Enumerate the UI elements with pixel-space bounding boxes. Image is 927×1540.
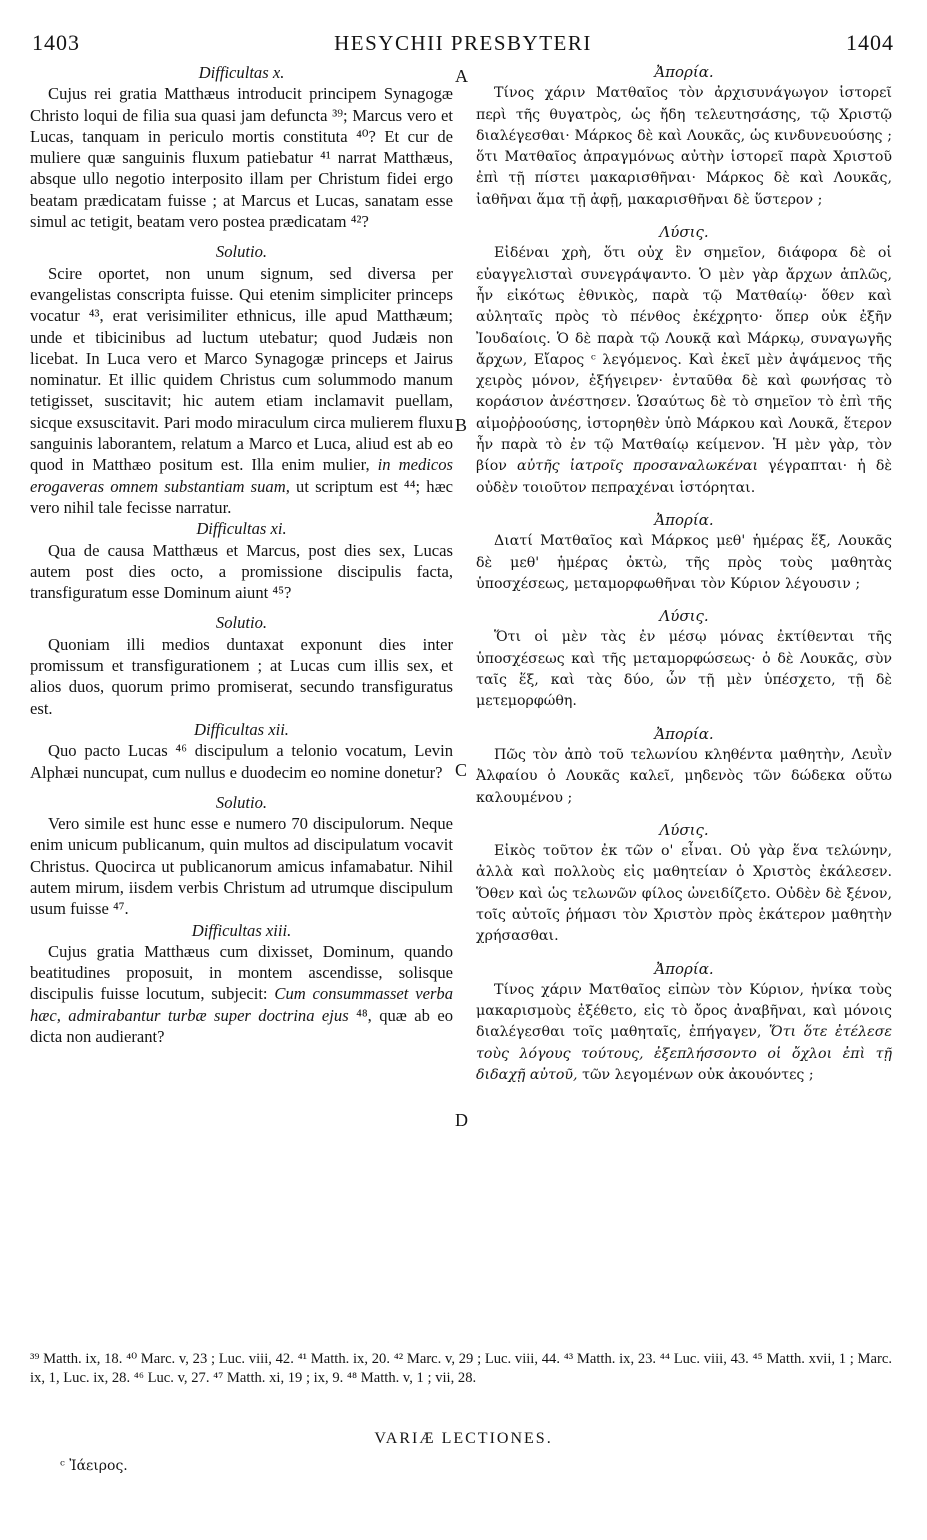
paragraph bbox=[30, 634, 453, 719]
paragraph bbox=[30, 740, 453, 783]
paragraph-text: Cujus gratia Matthæus cum dixisset, Dominum, quando beatitudines proposuit, in montem ascendisse, solisque discipulis fuisse locutum, subjecit: bbox=[30, 941, 453, 1004]
paragraph-text: Διατί Ματθαῖος καὶ Μάρκος μεθ' ἡμέρας ἕξ, Λουκᾶς δὲ μεθ' ἡμέρας ὀκτὼ, τῆς πρὸς τοὺς μαθητὰς ὑποσχέσεως, μεταμορφωθῆναι τὸν Κύριον λέγουσιν ; bbox=[476, 533, 892, 592]
column-marker-a: A bbox=[455, 66, 468, 86]
paragraph bbox=[30, 83, 453, 232]
right-page-number: 1404 bbox=[846, 30, 894, 55]
paragraph-text: Cujus rei gratia Matthæus introducit principem Synagogæ Christo loqui de filia sua quasi jam defuncta ³⁹; Marcus vero et Lucas, tanquam in periculo mortis constituta ⁴⁰? Et cur de muliere quæ sanguinis fluxum patiebatur ⁴¹ narrat Matthæus, absque ullo negotio interposito illam per Christum fidei ergo beatam prædicatam fuisse ; at Marcus et Lucas, sanatam esse simul ac tetigit, beatam vero postea prædicatam ⁴²? bbox=[30, 84, 453, 232]
paragraph-text-tail: γέγραπται· ἡ δὲ οὐδὲν τοιοῦτον πεπραχέναι ἱστόρηται. bbox=[476, 458, 892, 496]
paragraph-text: Qua de causa Matthæus et Marcus, post dies sex, Lucas autem post dies octo, a promissione discipulis facta, transfiguratum esse Dominum aiunt ⁴⁵? bbox=[30, 540, 453, 603]
paragraph-text: Ὅτι οἱ μὲν τὰς ἐν μέσῳ μόνας ἐκτίθενται τῆς ὑποσχέσεως καὶ τῆς μεταμορφώσεως· ὁ δὲ Λουκᾶς, σὺν ταῖς ἕξ, καὶ τὰς δύο, ὧν τῇ μὲν ὑπέσχετο, τῇ δὲ μετεμορφώθη. bbox=[476, 629, 892, 710]
section-heading: Ἀπορία. bbox=[654, 510, 714, 529]
section-heading: Ἀπορία. bbox=[654, 724, 714, 743]
section-heading: Λύσις. bbox=[659, 820, 709, 839]
paragraph-text: Scire oportet, non unum signum, sed diversa per evangelistas conscripta fuisse. Qui etenim simpliciter princeps vocatur ⁴³, erat verisimiliter ethnicus, ille apud Matthæum; unde et tibicinibus ad luctum utebatur; quod Judæis non licebat. In Luca vero et Marco Synagogæ princeps et Jairus nominatur. Et illic quidem Christus cum solummodo manum tetigisset, suscitavit; hic autem etiam inclamavit puellam, sicque exsuscitavit. Pari modo miraculum circa mulierem fluxu sanguinis laborantem, relatum a Marco et Luca, aliud est ab eo quod in Matthæo positum est. Illa enim mulier, bbox=[30, 263, 453, 475]
greek-column bbox=[476, 62, 892, 1086]
paragraph bbox=[30, 813, 453, 919]
section-heading: Difficultas xii. bbox=[194, 719, 289, 739]
paragraph bbox=[476, 531, 892, 595]
quoted-scripture: Cum consummasset verba hæc, admirabantur turbæ super doctrina ejus bbox=[30, 984, 454, 1025]
paragraph bbox=[30, 941, 453, 1047]
paragraph-text: Πῶς τὸν ἀπὸ τοῦ τελωνίου κληθέντα μαθητὴν, Λευῒν Ἀλφαίου ὁ Λουκᾶς καλεῖ, μηδενὸς τῶν δώδεκα οὕτω καλουμένου ; bbox=[476, 746, 892, 806]
paragraph bbox=[476, 745, 892, 809]
running-header bbox=[32, 30, 894, 60]
section-heading: Ἀπορία. bbox=[654, 959, 714, 978]
paragraph-text: Τίνος χάριν Ματθαῖος εἰπὼν τὸν Κύριον, ἡνίκα τοὺς μακαρισμοὺς ἐξέθετο, εἰς τὸ ὄρος ἀναβῆναι, καὶ μόνοις διαλέγεσθαι τοῖς μαθηταῖς, ἐπήγαγεν, bbox=[476, 981, 892, 1041]
latin-column bbox=[30, 62, 453, 1047]
quoted-scripture: Ὅτι ὅτε ἐτέλεσε τοὺς λόγους τούτους, ἐξεπλήσσοντο οἱ ὄχλοι ἐπὶ τῇ διδαχῇ αὐτοῦ, bbox=[476, 1024, 892, 1084]
left-page-number: 1403 bbox=[32, 30, 80, 55]
column-marker-b: B bbox=[455, 415, 468, 435]
paragraph-text: Εἰκὸς τοῦτον ἐκ τῶν ο' εἶναι. Οὐ γὰρ ἕνα τελώνην, ἀλλὰ καὶ πολλοὺς εἰς μαθητείαν ὁ Χριστὸς ἐκάλεσεν. Ὅθεν καὶ ὡς τελωνῶν φίλος ὠνειδίζετο. Οὐδὲν δὲ ξένον, τοῖς αὐτοῖς ῥήμασι τὸν Χριστὸν πρὸς ἑκάτερον μαθητὴν χρήσασθαι. bbox=[476, 843, 892, 945]
section-heading: Solutio. bbox=[215, 613, 268, 633]
column-marker-c: C bbox=[455, 760, 468, 780]
section-heading: Λύσις. bbox=[659, 223, 709, 242]
paragraph bbox=[30, 540, 453, 604]
section-heading: Ἀπορία. bbox=[654, 63, 714, 81]
section-heading: Solutio. bbox=[215, 792, 268, 812]
paragraph-text: Τίνος χάριν Ματθαῖος τὸν ἀρχισυνάγωγον ἱστορεῖ περὶ τῆς θυγατρὸς, ὡς ἤδη τελευτησάσης, τῷ Χριστῷ διαλέγεσθαι· Μάρκος δὲ καὶ Λουκᾶς, ὡς κινδυνευούσης ; ὅτι Ματθαῖος ἀπραγμόνως αὐτὴν ἱστορεῖ παρὰ Χριστοῦ ἐπὶ τῇ πίστει μακαρισθῆναι· Μάρκος δὲ καὶ Λουκᾶς, ἰαθῆναι ἅμα τῇ ἀφῇ, μακαρισθῆναι δὲ ὕστερον ; bbox=[476, 85, 892, 208]
variae-lectiones-heading: VARIÆ LECTIONES. bbox=[374, 1430, 553, 1447]
paragraph bbox=[30, 263, 453, 519]
paragraph-text: Vero simile est hunc esse e numero 70 discipulorum. Neque enim unicum publicanum, quin multos ad discipulatum vocavit Christus. Quocirca ut publicanorum amicus infamabatur. Nihil autem mirum, iisdem verbis Christum ad utrumque discipulum usum fuisse ⁴⁷. bbox=[30, 814, 453, 919]
paragraph bbox=[476, 980, 892, 1086]
paragraph bbox=[476, 243, 892, 499]
section-heading: Difficultas x. bbox=[198, 63, 285, 82]
section-heading: Difficultas xi. bbox=[196, 519, 287, 539]
paragraph-text-tail: τῶν λεγομένων οὐκ ἀκουόντες ; bbox=[582, 1067, 814, 1084]
paragraph bbox=[476, 627, 892, 712]
variae-lectiones-note: ᶜ Ἰάειρος. bbox=[60, 1458, 128, 1474]
footnotes: ³⁹ Matth. ix, 18. ⁴⁰ Marc. v, 23 ; Luc. viii, 42. ⁴¹ Matth. ix, 20. ⁴² Marc. v, 29 ; Luc. viii, 44. ⁴³ Matth. ix, 23. ⁴⁴ Luc. viii, 43. ⁴⁵ Matth. xvii, 1 ; Marc. ix, 1, Luc. ix, 28. ⁴⁶ Luc. v, 27. ⁴⁷ Matth. xi, 19 ; ix, 9. ⁴⁸ Matth. v, 1 ; vii, 28. bbox=[30, 1351, 892, 1386]
paragraph-text: Quoniam illi medios duntaxat exponunt dies inter promissum et transfigurationem ; at Lucas cum illis sex, et alios duos, quorum primo promiserat, secundo transfiguratus est. bbox=[30, 634, 453, 718]
paragraph-text: Εἰδέναι χρὴ, ὅτι οὐχ ἓν σημεῖον, διάφορα δὲ οἱ εὐαγγελισταὶ συνεγράψαντο. Ὁ μὲν γὰρ ἄρχων ἁπλῶς, ἦν εἰκότως ἐθνικὸς, παρὰ τῷ Ματθαίῳ· ὅθεν καὶ αὐληταῖς πρὸς τὸ πένθος ἐκέχρητο· ὅπερ οὐκ ἐξῆν Ἰουδαίοις. Ὁ δὲ παρὰ τῷ Λουκᾷ καὶ Μάρκῳ, συναγωγῆς ἄρχων, Εἴαρος ᶜ λεγόμενος. Καὶ ἐκεῖ μὲν ἀψάμενος τῆς χειρὸς μόνον, ἐξήγειρεν· ἐνταῦθα δὲ καὶ φωνήσας τὸ κοράσιον ἀνέστησεν. Ὡσαύτως δὲ τὸ σημεῖον τὸ ἐπὶ τῆς αἱμοῤῥοούσης, ἱστορηθὲν ὑπὸ Μάρκου καὶ Λουκᾶ, ἕτερον ἦν παρὰ τὸ ἐν τῷ Ματθαίῳ κείμενον. Ἡ μὲν γὰρ, τὸν βίον bbox=[476, 245, 892, 475]
quoted-scripture: αὐτῆς ἰατροῖς προσαναλωκέναι bbox=[517, 458, 759, 475]
paragraph-text-tail: ⁴⁸, quæ ab eo dicta non audierant? bbox=[30, 1005, 453, 1047]
quoted-scripture: in medicos erogaveras omnem substantiam suam, bbox=[30, 455, 453, 496]
section-heading: Difficultas xiii. bbox=[191, 920, 292, 940]
section-heading: Solutio. bbox=[215, 242, 268, 262]
paragraph-text-tail: ut scriptum est ⁴⁴; hæc vero nihil tale fecisse narratur. bbox=[30, 476, 454, 517]
running-title: HESYCHII PRESBYTERI bbox=[334, 31, 592, 55]
paragraph bbox=[476, 83, 892, 211]
paragraph bbox=[476, 841, 892, 947]
paragraph-text: Quo pacto Lucas ⁴⁶ discipulum a telonio vocatum, Levin Alphæi nuncupat, cum nullus e duodecim eo nomine donetur? bbox=[30, 741, 453, 782]
column-marker-d: D bbox=[455, 1110, 468, 1130]
section-heading: Λύσις. bbox=[659, 607, 709, 626]
